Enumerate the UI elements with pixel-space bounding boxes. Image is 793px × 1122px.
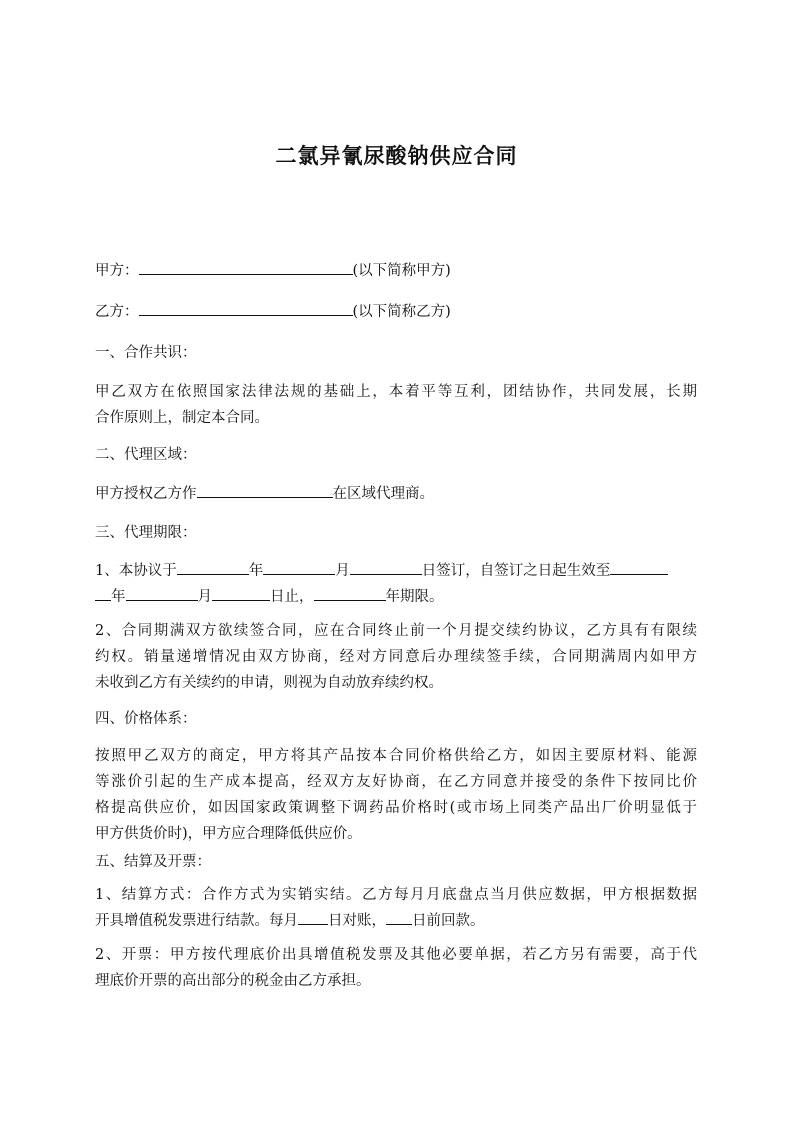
- section-3-clause-1: [95, 558, 697, 610]
- settlement-pre: 开具增值税发票进行结款。每月: [95, 913, 298, 929]
- section-4-line-3: 格提高供应价，如因国家政策调整下调药品价格时(或市场上同类产品出厂价明显低于: [95, 800, 697, 816]
- section-1-line-2: 合作原则上，制定本合同。: [95, 410, 269, 426]
- sign-day-blank[interactable]: [350, 558, 422, 575]
- clause-1-to-day: 日止，: [270, 589, 314, 605]
- settlement-post: 日前回款。: [412, 913, 485, 929]
- clause-1-year: 年: [248, 563, 264, 579]
- end-day-blank[interactable]: [212, 584, 270, 601]
- section-4-body: [95, 743, 697, 847]
- party-a-blank[interactable]: [139, 258, 353, 275]
- clause-1-text-a: 1、本协议于: [95, 563, 177, 579]
- section-4-heading: 四、价格体系：: [95, 711, 197, 727]
- section-2-body: [95, 481, 697, 507]
- clause-1-month: 月: [335, 563, 350, 579]
- end-month-blank[interactable]: [126, 584, 198, 601]
- clause-1-to-year: 年: [111, 589, 126, 605]
- party-b-line: [95, 299, 697, 325]
- term-blank[interactable]: [314, 584, 386, 601]
- clause-2-line-3: 未收到乙方有关续约的申请，则视为自动放弃续约权。: [95, 675, 443, 691]
- invoice-line-1: 2、开票：甲方按代理底价出具增值税发票及其他必要单据，若乙方另有需要，高于代: [95, 947, 697, 963]
- region-pre: 甲方授权乙方作: [95, 486, 197, 502]
- end-year-blank-b[interactable]: [95, 584, 111, 601]
- section-2-heading: 二、代理区域：: [95, 447, 197, 463]
- clause-2-line-1: 2、合同期满双方欲续签合同，应在合同终止前一个月提交续约协议，乙方具有有限续: [95, 623, 697, 639]
- section-1-line-1: 甲乙双方在依照国家法律法规的基础上，本着平等互利，团结协作，共同发展，长期: [95, 384, 697, 400]
- section-5-clause-2: [95, 942, 697, 994]
- clause-2-line-2: 约权。销量递增情况由双方协商，经对方同意后办理续签手续，合同期满周内如甲方: [95, 649, 697, 665]
- party-b-label: 乙方：: [95, 304, 139, 320]
- region-post: 在区域代理商。: [332, 486, 434, 502]
- invoice-line-2: 理底价开票的高出部分的税金由乙方承担。: [95, 973, 371, 989]
- section-5-heading: 五、结算及开票：: [95, 854, 211, 870]
- party-b-suffix: (以下简称乙方): [352, 304, 451, 320]
- party-a-line: [95, 258, 697, 284]
- settlement-line-1: 1、结算方式：合作方式为实销实结。乙方每月月底盘点当月供应数据，甲方根据数据: [95, 887, 697, 903]
- reconcile-day-blank[interactable]: [298, 908, 328, 925]
- section-1-body: [95, 379, 697, 431]
- party-a-label: 甲方：: [95, 263, 139, 279]
- section-4-line-2: 等涨价引起的生产成本提高，经双方友好协商，在乙方同意并接受的条件下按同比价: [95, 774, 697, 790]
- sign-month-blank[interactable]: [263, 558, 335, 575]
- clause-1-to-month: 月: [197, 589, 212, 605]
- region-blank[interactable]: [197, 481, 333, 498]
- settlement-mid: 日对账，: [328, 913, 386, 929]
- section-1-heading: 一、合作共识：: [95, 345, 197, 361]
- clause-1-term: 年期限。: [385, 589, 444, 605]
- sign-year-blank[interactable]: [177, 558, 249, 575]
- clause-1-day: 日签订，自签订之日起生效至: [421, 563, 611, 579]
- end-year-blank-a[interactable]: [610, 558, 668, 575]
- document-title: 二氯异氰尿酸钠供应合同: [275, 144, 518, 168]
- party-a-suffix: (以下简称甲方): [352, 263, 451, 279]
- section-3-heading: 三、代理期限：: [95, 525, 197, 541]
- section-5-clause-1: [95, 882, 697, 934]
- section-4-line-1: 按照甲乙双方的商定，甲方将其产品按本合同价格供给乙方，如因主要原材料、能源: [95, 748, 697, 764]
- payment-day-blank[interactable]: [386, 908, 412, 925]
- section-3-clause-2: [95, 618, 697, 696]
- section-4-line-4: 甲方供货价时)，甲方应合理降低供应价。: [95, 826, 362, 842]
- party-b-blank[interactable]: [139, 299, 353, 316]
